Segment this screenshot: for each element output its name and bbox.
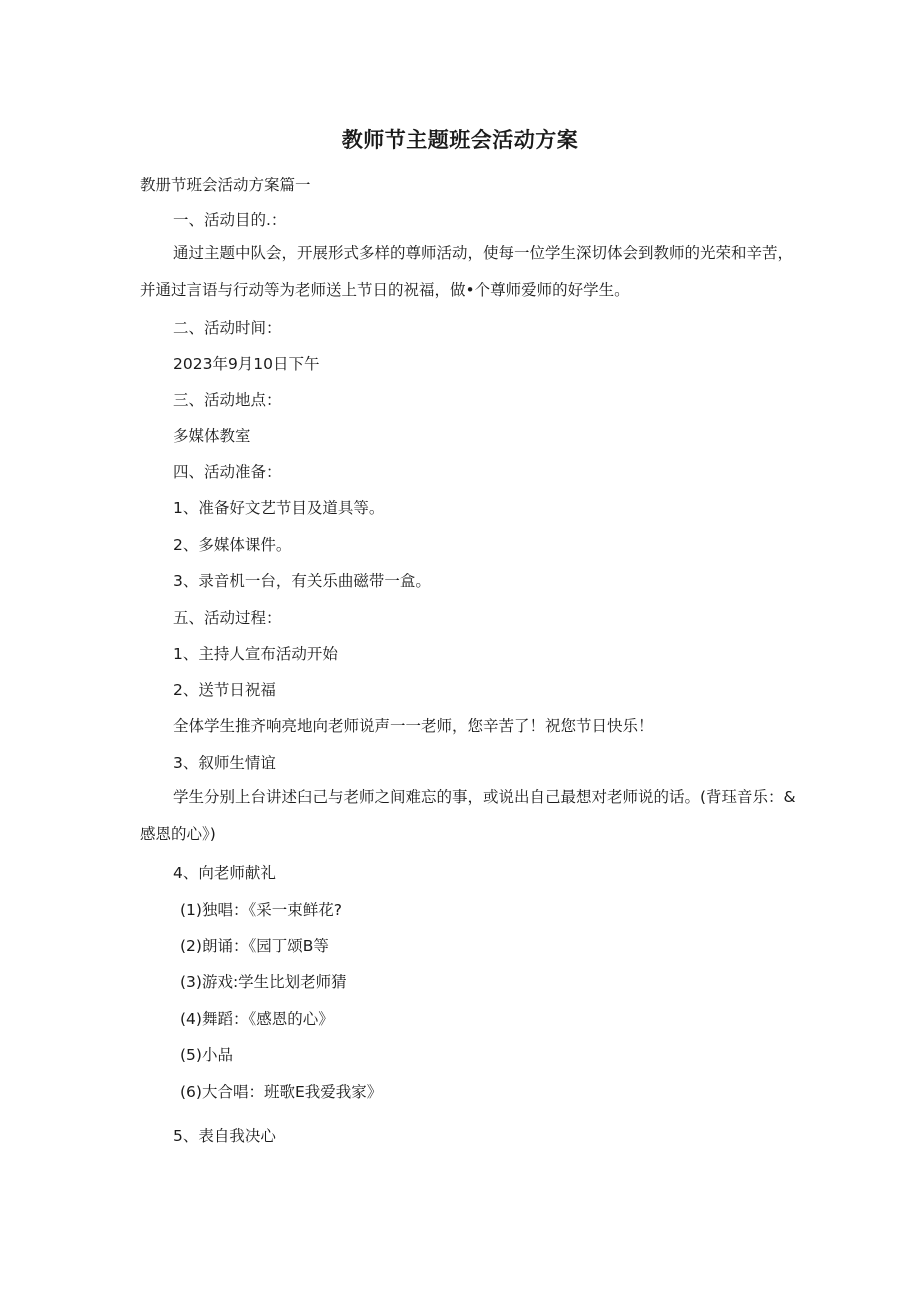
step-text: 全体学生推齐响亮地向老师说声一一老师，您辛苦了！祝您节日快乐！: [173, 717, 654, 735]
step-text: 学生分别上台讲述臼己与老师之间难忘的事，或说出自己最想对老师说的话。(背珏音乐：&感恩的心》): [140, 788, 796, 843]
step-heading: 1、主持人宣布活动开始: [173, 645, 338, 663]
list-item: (1)独唱：《采一束鲜花?: [180, 901, 342, 919]
step-heading: 3、叙师生情谊: [173, 754, 276, 772]
list-item: (3)游戏:学生比划老师猜: [180, 973, 347, 991]
paragraph-time: 2023年9月10日下午: [173, 355, 320, 373]
list-item: 1、准备好文艺节目及道具等。: [173, 499, 385, 517]
step-heading: 4、向老师献礼: [173, 864, 276, 882]
step-heading: 2、送节日祝福: [173, 681, 276, 699]
list-item: (2)朗诵：《园丁颂B等: [180, 937, 329, 955]
paragraph-location: 多媒体教室: [173, 427, 251, 445]
section-heading-purpose: 一、活动目的.：: [173, 211, 287, 229]
step-heading: 5、表自我决心: [173, 1127, 276, 1145]
list-item: (5)小品: [180, 1046, 233, 1064]
document-title: 教师节主题班会活动方案: [341, 128, 579, 152]
subtitle: 教册节班会活动方案篇一: [140, 176, 311, 194]
section-heading-time: 二、活动时间：: [173, 319, 282, 337]
section-heading-location: 三、活动地点：: [173, 391, 282, 409]
list-item: (6)大合唱：班歌E我爱我家》: [180, 1083, 383, 1101]
section-heading-process: 五、活动过程：: [173, 609, 282, 627]
list-item: (4)舞蹈：《感恩的心》: [180, 1010, 334, 1028]
list-item: 2、多媒体课件。: [173, 536, 292, 554]
section-heading-preparation: 四、活动准备：: [173, 463, 282, 481]
paragraph-purpose: 通过主题中队会，开展形式多样的尊师活动，使每一位学生深切体会到教师的光荣和辛苦，并通过言语与行动等为老师送上节日的祝福，做•个尊师爱师的好学生。: [140, 244, 794, 299]
list-item: 3、录音机一台，有关乐曲磁带一盒。: [173, 572, 431, 590]
